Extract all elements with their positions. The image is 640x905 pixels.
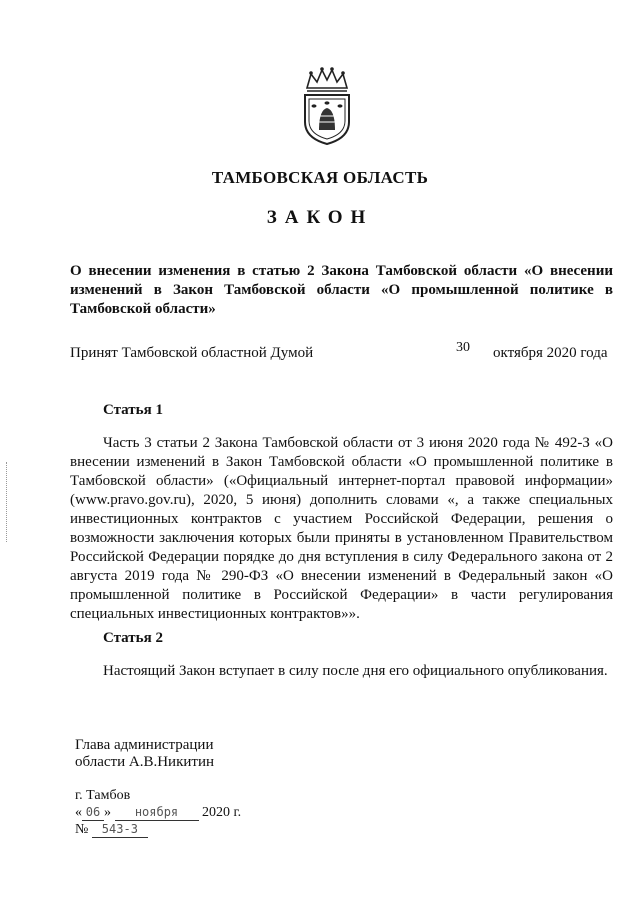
place-date-block: [75, 788, 241, 838]
law-subject: О внесении изменения в статью 2 Закона Тамбовской области «О внесении изменений в Закон Тамбовской области «О промышленной политике в Тамбовской области»: [70, 263, 613, 317]
date-year: 2020 г.: [202, 805, 242, 820]
region-title: ТАМБОВСКАЯ ОБЛАСТЬ: [211, 168, 429, 187]
margin-mark: [6, 462, 9, 542]
law-number: [75, 821, 241, 838]
date-quote-close: »: [104, 805, 111, 820]
article-2-title: Статья 2: [103, 630, 163, 646]
signature-name: области А.В.Никитин: [75, 754, 215, 770]
date-day: 06: [82, 804, 104, 821]
article-1-text: Часть 3 статьи 2 Закона Тамбовской области от 3 июня 2020 года № 492-З «О внесении изменений в Закон Тамбовской области «О промышленной политике в Тамбовской области» («Официальный интернет-портал правовой информации» (www.pravo.gov.ru), 2020, 5 июня) дополнить словами «, а также специальных инвестиционных контрактов с участием Российской Федерации, решения о возможности заключения которых были приняты в установленном Правительством Российской Федерации порядке до дня вступления в силу Федерального закона от 2 августа 2019 года № 290-ФЗ «О внесении изменений в Федеральный закон «О промышленной политике в Российской Федерации» в части регулирования специальных инвестиционных контрактов»».: [70, 435, 613, 622]
date-month: ноября: [115, 804, 199, 821]
city: г. Тамбов: [75, 788, 131, 803]
adoption-text: Принят Тамбовской областной Думой: [70, 345, 314, 361]
number-value: 543-З: [92, 821, 148, 838]
article-1-title: Статья 1: [103, 402, 163, 418]
coat-of-arms-icon: [297, 66, 357, 146]
date-quote-open: «: [75, 805, 82, 820]
signature-block: [75, 737, 214, 771]
signing-date: [75, 804, 241, 821]
adoption-day: 30: [456, 340, 470, 355]
number-label: №: [75, 822, 89, 837]
adoption-date: октября 2020 года: [493, 345, 608, 361]
article-2-text: Настоящий Закон вступает в силу после дня его официального опубликования.: [103, 663, 608, 679]
document-type-title: ЗАКОН: [266, 207, 374, 228]
signature-position: Глава администрации: [75, 737, 214, 753]
